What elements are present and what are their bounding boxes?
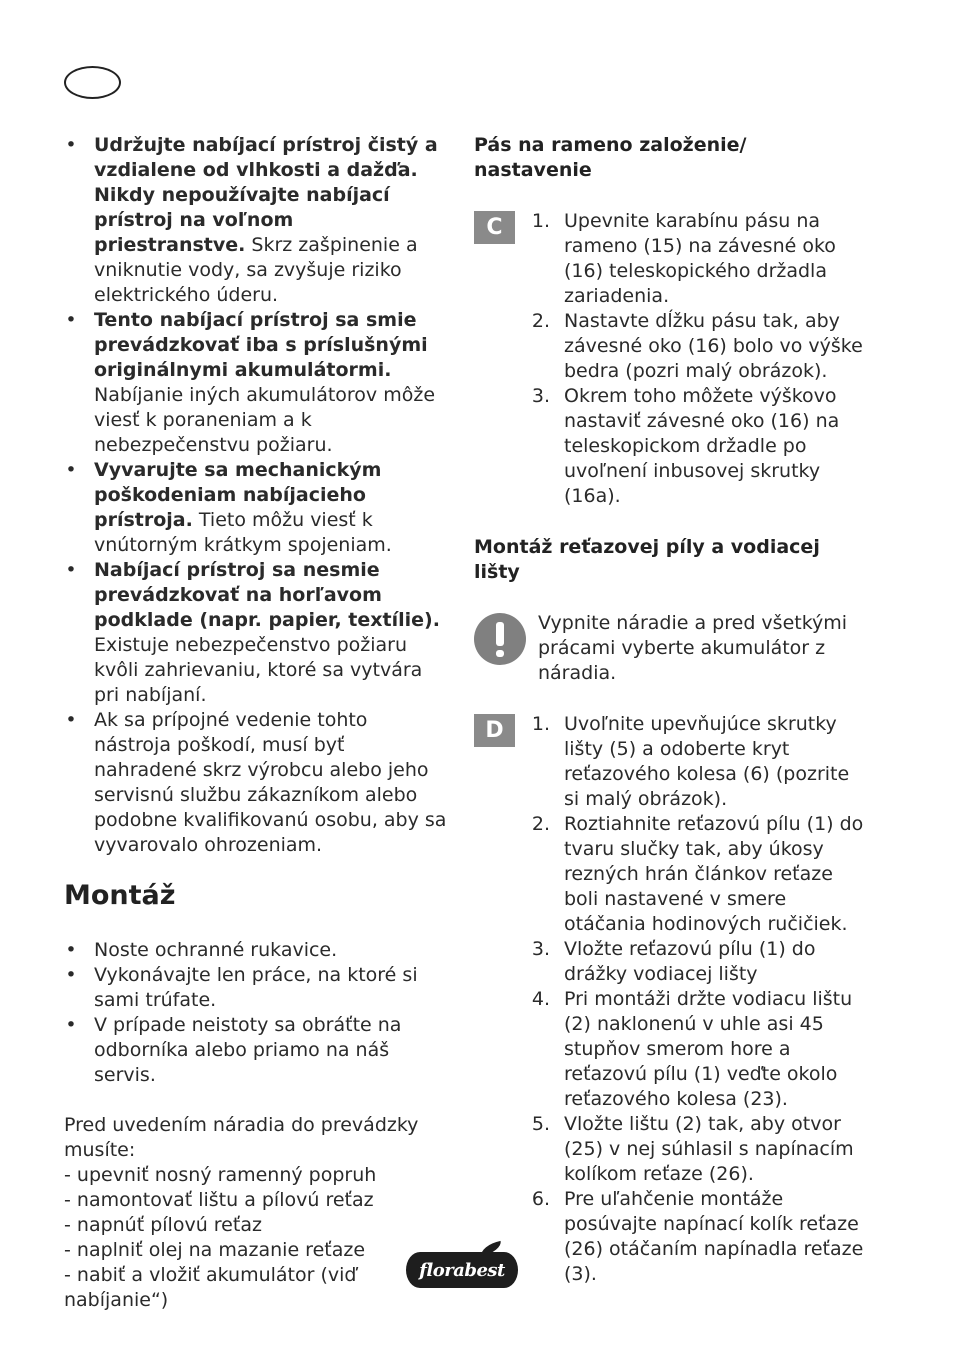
requirement-item: - upevniť nosný ramenný popruh (64, 1164, 377, 1186)
warning-text: Vypnite náradie a pred všetkými prácami vyberte akumulátor z náradia. (538, 612, 848, 684)
safety-bullet-list (64, 133, 449, 858)
requirement-item: - naplniť olej na mazanie reťaze (64, 1239, 366, 1261)
list-item: 1. Upevnite karabínu pásu na rameno (15) na závesné oko (16) teleskopického držadla zariadenia. (531, 210, 836, 307)
exclamation-icon (474, 613, 526, 665)
list-item: 4. Pri montáži držte vodiacu lištu (2) naklonenú v uhle asi 45 stupňov smerom hore a reťazovú pílu (1) veďte okolo reťazového kolesa (23). (531, 988, 853, 1110)
chain-assembly-heading: Montáž reťazovej píly a vodiacej lišty (474, 536, 820, 583)
list-item: • V prípade neistoty sa obráťte na odborníka alebo priamo na náš servis. (65, 1014, 402, 1086)
list-item: 2. Roztiahnite reťazovú pílu (1) do tvaru slučky tak, aby úkosy rezných hrán článkov reťaze boli nastavené v smere otáčania hodinových ručičiek. (531, 813, 864, 935)
intro-text: Pred uvedením náradia do prevádzky musíte: (64, 1114, 419, 1161)
warning-block (474, 611, 864, 686)
figure-label-d: D (474, 714, 515, 747)
list-item: • Vyvarujte sa mechanickým poškodeniam nabíjacieho prístroja. Tieto môžu viesť k vnútorným krátkym spojeniam. (65, 459, 392, 556)
list-item: • Tento nabíjací prístroj sa smie prevádzkovať iba s príslušnými originálnymi akumulátormi. Nabíjanie iných akumulátorov môže viesť k poraneniam a k nebezpečenstvu požiaru. (65, 309, 436, 456)
step-list (528, 712, 864, 1287)
list-item: 6. Pre uľahčenie montáže posúvajte napínací kolík reťaze (26) otáčaním napínadla reťaze (3). (531, 1188, 864, 1285)
list-item: • Vykonávajte len práce, na ktoré si sami trúfate. (65, 964, 418, 1011)
list-item: • Noste ochranné rukavice. (65, 939, 338, 961)
language-badge (64, 66, 121, 99)
list-item: 5. Vložte lištu (2) tak, aby otvor (25) v nej súhlasil s napínacím kolíkom reťaze (26). (531, 1113, 854, 1185)
right-column (474, 133, 864, 1287)
list-item: • Ak sa prípojné vedenie tohto nástroja poškodí, musí byť nahradené skrz výrobcu alebo jeho servisnú službu zákazníkom alebo podobne kvalifikovanú osobu, aby sa vyvarovalo ohrozeniam. (65, 709, 447, 856)
assembly-bullet-list (64, 938, 449, 1088)
requirement-item: - nabiť a vložiť akumulátor (viď nabíjanie“) (64, 1264, 357, 1311)
list-item: 2. Nastavte dĺžku pásu tak, aby závesné oko (16) bolo vo výške bedra (pozri malý obrázok). (531, 310, 863, 382)
figure-label-c: C (474, 211, 515, 244)
list-item: • Udržujte nabíjací prístroj čistý a vzdialene od vlhkosti a dažďa. Nikdy nepoužívajte nabíjací prístroj na voľnom priestranstve. Skrz zašpinenie a vniknutie vody, sa zvyšuje riziko elektrického úderu. (65, 134, 438, 306)
step-list (528, 209, 864, 509)
florabest-logo: florabest (406, 1252, 518, 1288)
section-title: Montáž (64, 880, 176, 911)
requirement-item: - namontovať lištu a pílovú reťaz (64, 1189, 374, 1211)
left-column (64, 133, 449, 1313)
list-item: 3. Okrem toho môžete výškovo nastaviť závesné oko (16) na teleskopickom držadle po uvoľnení inbusovej skrutky (16a). (531, 385, 840, 507)
requirement-item: - napnúť pílovú reťaz (64, 1214, 262, 1236)
list-item: 1. Uvoľnite upevňujúce skrutky lišty (5) a odoberte kryt reťazového kolesa (6) (pozrite si malý obrázok). (531, 713, 850, 810)
list-item: 3. Vložte reťazovú pílu (1) do drážky vodiacej lišty (531, 938, 816, 985)
list-item: • Nabíjací prístroj sa nesmie prevádzkovať na horľavom podklade (napr. papier, textílie). Existuje nebezpečenstvo požiaru kvôli zahrievaniu, ktoré sa vytvára pri nabíjaní. (65, 559, 440, 706)
shoulder-strap-steps (474, 209, 864, 509)
shoulder-strap-heading: Pás na rameno založenie/ nastavenie (474, 134, 747, 181)
chain-assembly-steps (474, 712, 864, 1287)
requirements-block (64, 1113, 449, 1313)
